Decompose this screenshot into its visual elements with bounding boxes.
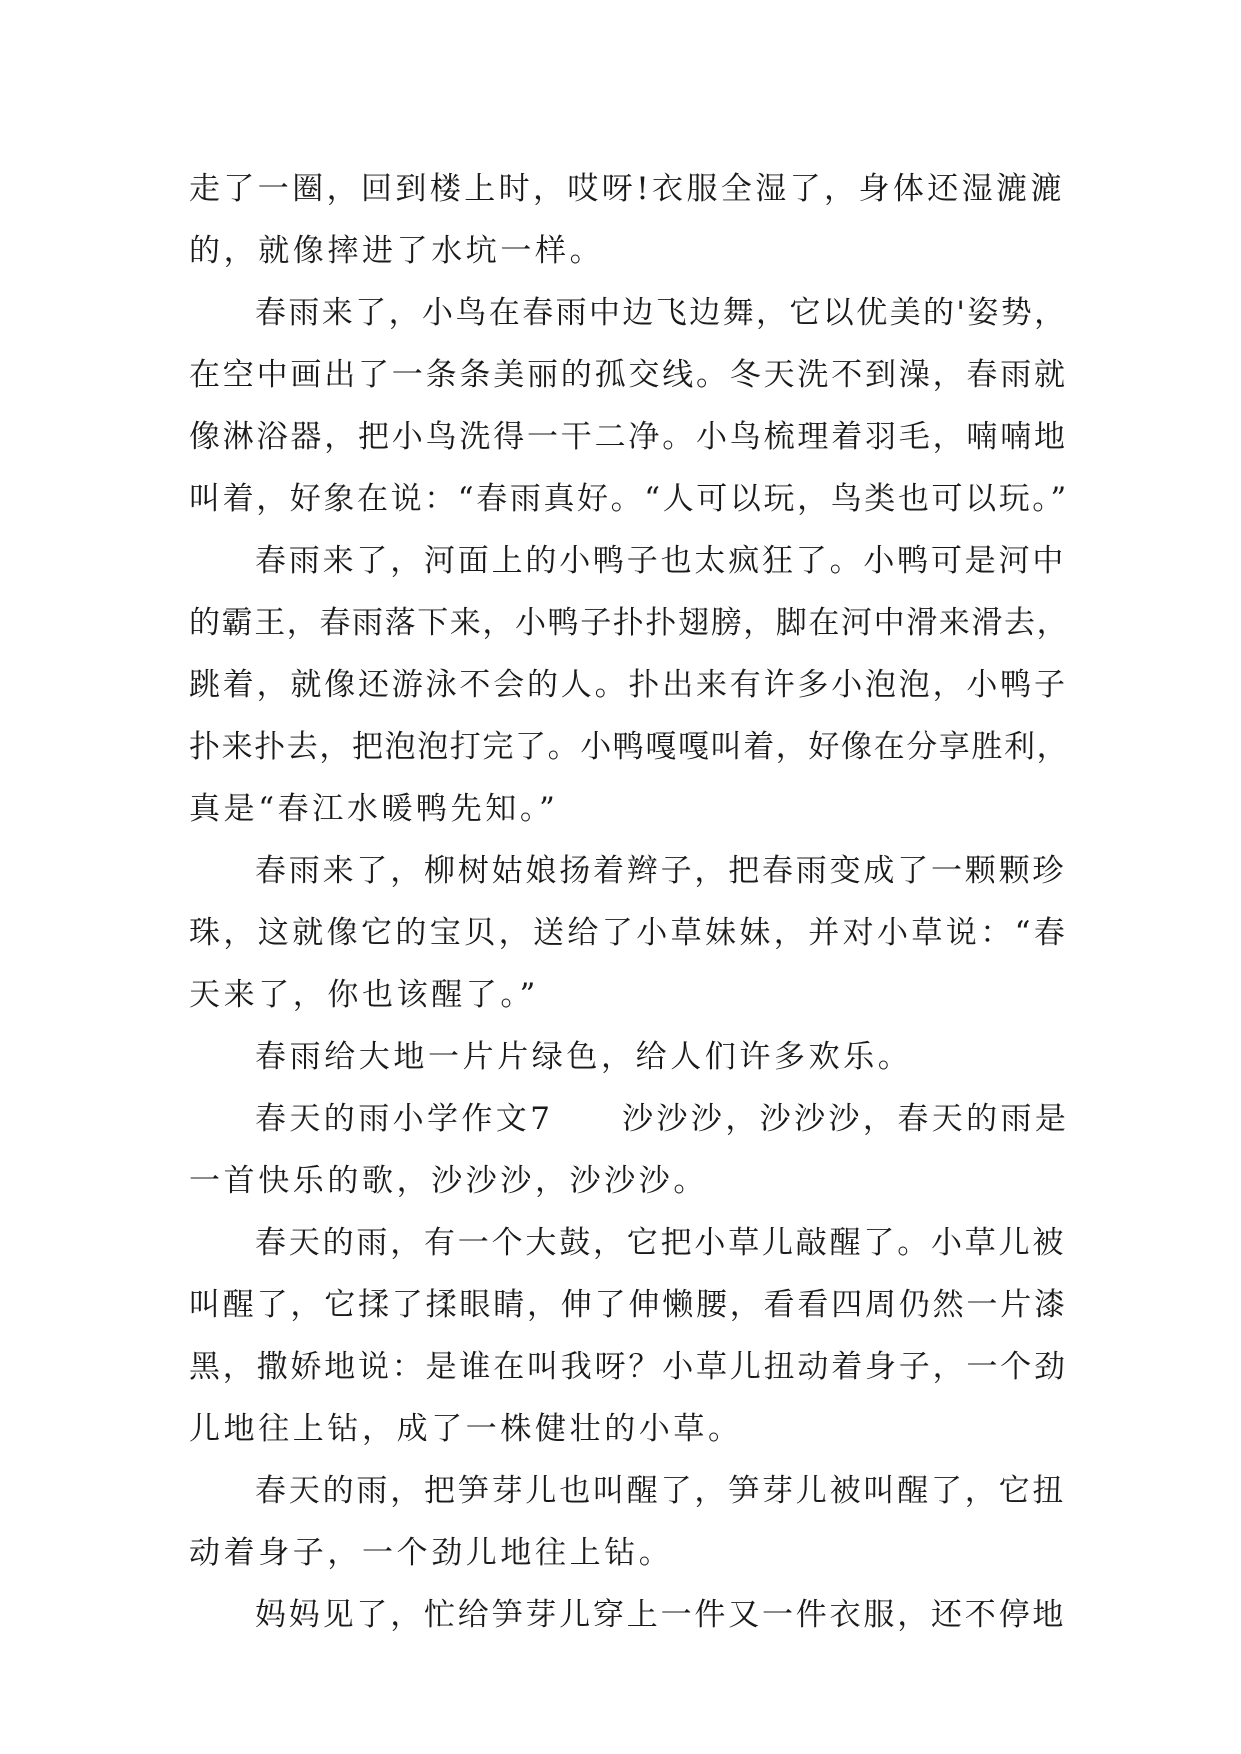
- paragraph-8-line-1: 春天的雨，把笋芽儿也叫醒了，笋芽儿被叫醒了，它扭: [255, 1473, 1067, 1509]
- paragraph-9-line-1: 妈妈见了，忙给笋芽儿穿上一件又一件衣服，还不停地: [255, 1597, 1067, 1633]
- paragraph-1-line-2: 的，就像摔进了水坑一样。: [189, 233, 605, 269]
- paragraph-1-line-1: 走了一圈，回到楼上时，哎呀!衣服全湿了，身体还湿漉漉: [189, 171, 1065, 207]
- paragraph-7-line-4: 儿地往上钻，成了一株健壮的小草。: [189, 1411, 743, 1447]
- paragraph-7-line-2: 叫醒了，它揉了揉眼睛，伸了伸懒腰，看看四周仍然一片漆: [189, 1287, 1068, 1323]
- paragraph-5-line-1: 春雨给大地一片片绿色，给人们许多欢乐。: [255, 1039, 913, 1075]
- paragraph-3-line-3: 跳着，就像还游泳不会的人。扑出来有许多小泡泡，小鸭子: [189, 667, 1068, 703]
- paragraph-3-line-1: 春雨来了，河面上的小鸭子也太疯狂了。小鸭可是河中: [255, 543, 1067, 579]
- paragraph-2-line-4: 叫着，好象在说：“春雨真好。“人可以玩，鸟类也可以玩。”: [189, 481, 1069, 517]
- paragraph-7-line-3: 黑，撒娇地说：是谁在叫我呀？小草儿扭动着身子，一个劲: [189, 1349, 1068, 1385]
- document-body: [189, 158, 1069, 1646]
- paragraph-6-line-2: 一首快乐的歌，沙沙沙，沙沙沙。: [189, 1163, 708, 1199]
- paragraph-8-line-2: 动着身子，一个劲儿地往上钻。: [189, 1535, 674, 1571]
- paragraph-2-line-1: 春雨来了，小鸟在春雨中边飞边舞，它以优美的'姿势，: [255, 295, 1068, 331]
- paragraph-4-line-2: 珠，这就像它的宝贝，送给了小草妹妹，并对小草说：“春: [189, 915, 1069, 951]
- paragraph-2-line-2: 在空中画出了一条条美丽的孤交线。冬天洗不到澡，春雨就: [189, 357, 1068, 393]
- paragraph-3-line-2: 的霸王，春雨落下来，小鸭子扑扑翅膀，脚在河中滑来滑去，: [189, 605, 1070, 641]
- paragraph-7-line-1: 春天的雨，有一个大鼓，它把小草儿敲醒了。小草儿被: [255, 1225, 1067, 1261]
- paragraph-2-line-3: 像淋浴器，把小鸟洗得一干二净。小鸟梳理着羽毛，喃喃地: [189, 419, 1068, 455]
- paragraph-4-line-1: 春雨来了，柳树姑娘扬着辫子，把春雨变成了一颗颗珍: [255, 853, 1067, 889]
- paragraph-3-line-5: 真是“春江水暖鸭先知。”: [189, 791, 559, 827]
- paragraph-4-line-3: 天来了，你也该醒了。”: [189, 977, 539, 1013]
- paragraph-3-line-4: 扑来扑去，把泡泡打完了。小鸭嘎嘎叫着，好像在分享胜利，: [189, 729, 1070, 765]
- paragraph-6-line-1: 春天的雨小学作文7 沙沙沙，沙沙沙，春天的雨是: [255, 1101, 1070, 1137]
